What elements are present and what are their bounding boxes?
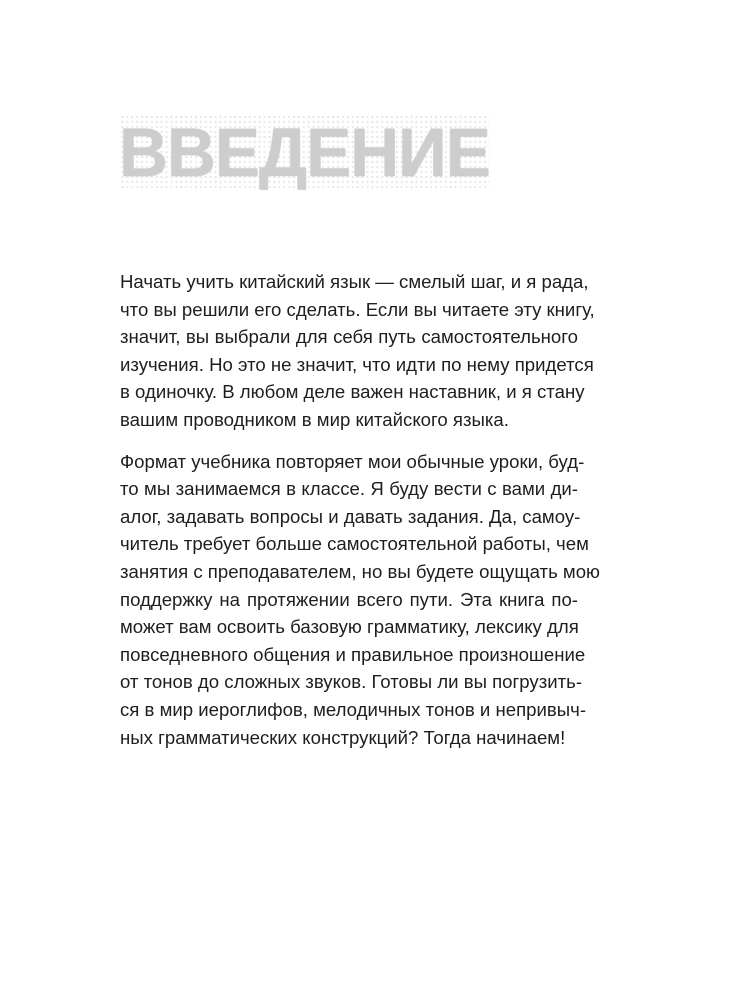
text-line: Формат учебника повторяет мои обычные уроки, буд- (120, 450, 585, 472)
text-line: значит, вы выбрали для себя путь самостоятельного (120, 326, 578, 348)
text-line: читель требует больше самостоятельной работы, чем (120, 533, 589, 555)
text-line: поддержку на протяжении всего пути. Эта книга по- (120, 588, 578, 610)
text-line: что вы решили его сделать. Если вы читаете эту книгу, (120, 298, 595, 320)
paragraph-2 (120, 448, 600, 752)
text-line: Начать учить китайский язык — смелый шаг, и я рада, (120, 271, 589, 292)
text-line: алог, задавать вопросы и давать задания. Да, самоу- (120, 505, 581, 527)
text-line: изучения. Но это не значит, что идти по нему придется (120, 353, 594, 375)
text-line: повседневного общения и правильное произношение (120, 643, 586, 665)
text-line: занятия с преподавателем, но вы будете ощущать мою (120, 560, 600, 582)
chapter-title-text: ВВЕДЕНИЕ (119, 114, 490, 192)
text-line: может вам освоить базовую грамматику, лексику для (120, 616, 579, 638)
text-line: в одиночку. В любом деле важен наставник, и я стану (120, 381, 585, 403)
text-line: от тонов до сложных звуков. Готовы ли вы погрузить- (120, 671, 583, 693)
text-line: вашим проводником в мир китайского языка. (120, 408, 509, 430)
chapter-title (119, 114, 490, 192)
text-line: ных грамматических конструкций? Тогда начинаем! (120, 726, 566, 748)
body-text (120, 268, 600, 751)
paragraph-1 (120, 268, 595, 434)
text-line: ся в мир иероглифов, мелодичных тонов и непривыч- (120, 698, 587, 720)
text-line: то мы занимаемся в классе. Я буду вести с вами ди- (120, 478, 578, 500)
